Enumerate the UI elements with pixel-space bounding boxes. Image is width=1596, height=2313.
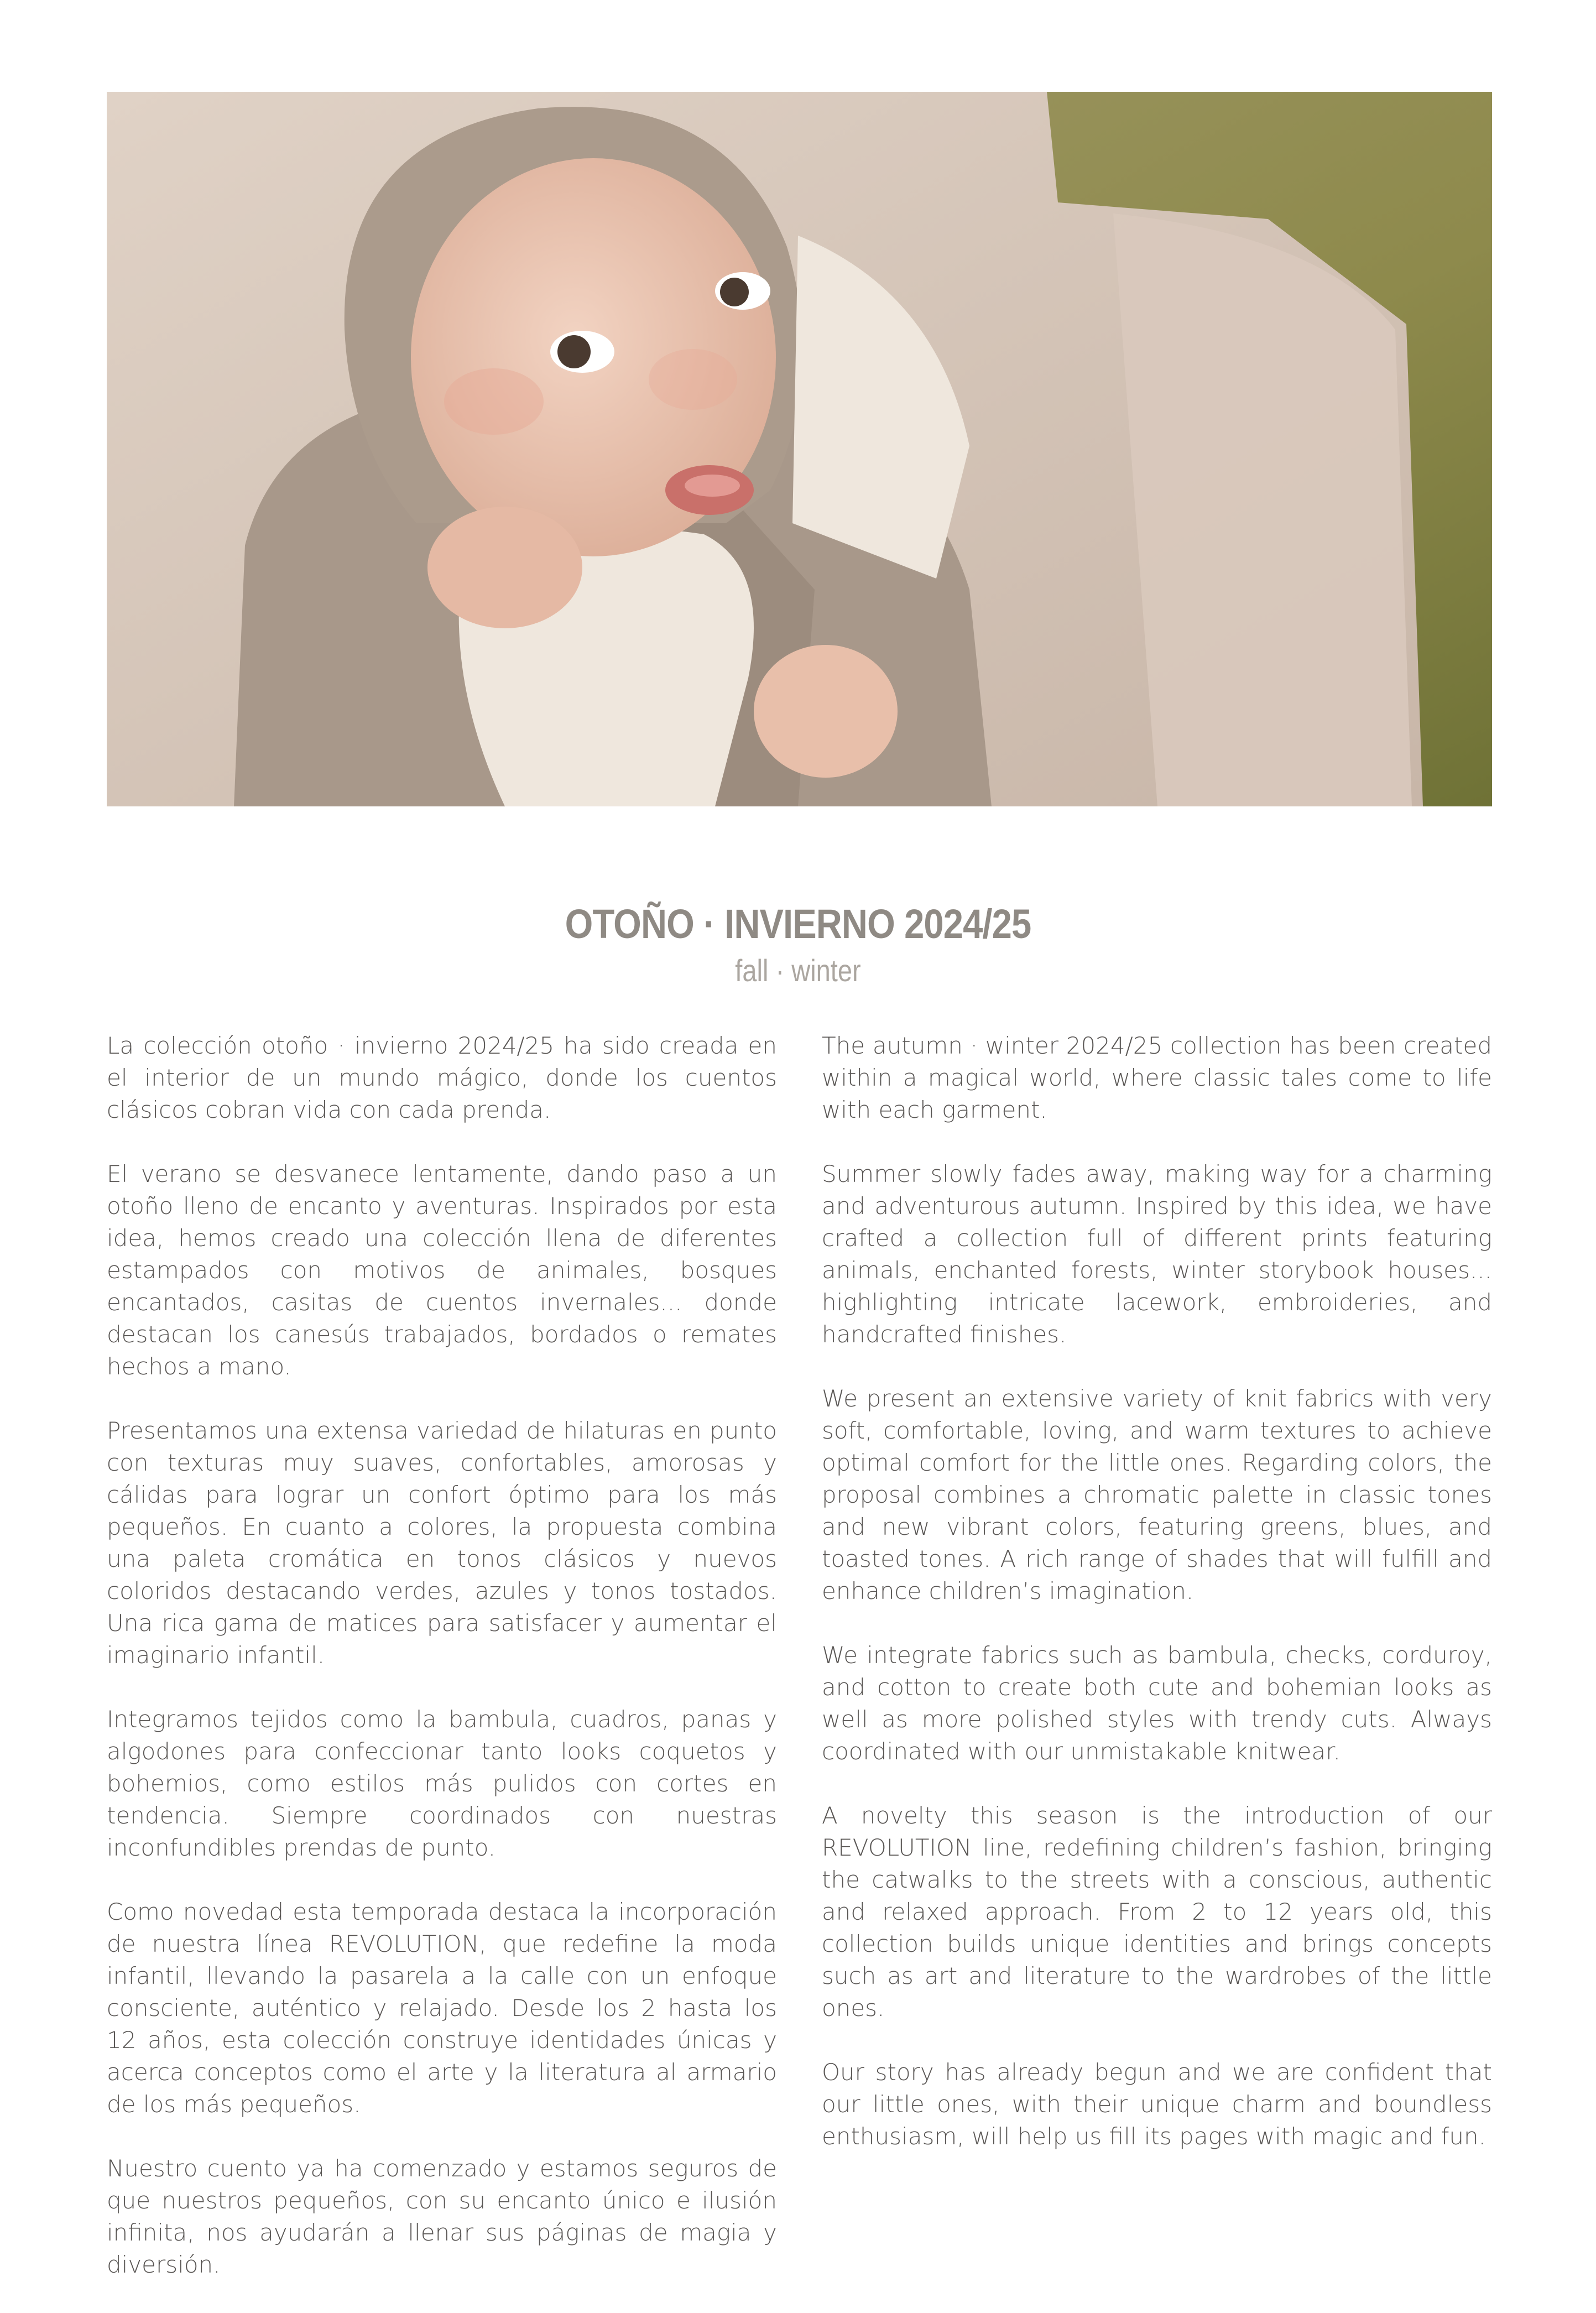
english-paragraph-5: A novelty this season is the introduction of our REVOLUTION line, redefining children’s fashion, bringing the catwalks to the streets with a conscious, authentic and relaxed approach. From 2 to 12 years old, this collection builds unique identities and brings concepts such as art and literature to the wardrobes of the little ones. (822, 1802, 1492, 2022)
spanish-paragraph-1: La colección otoño · invierno 2024/25 ha sido creada en el interior de un mundo mágico, donde los cuentos clásicos cobran vida con cada prenda. (107, 1032, 777, 1123)
english-paragraph-2: Summer slowly fades away, making way for a charming and adventurous autumn. Inspired by this idea, we have crafted a collection full of different prints featuring animals, enchanted forests, winter storybook houses... highlighting intricate lacework, embroideries, and handcrafted finishes. (822, 1160, 1492, 1348)
spanish-paragraph-6: Nuestro cuento ya ha comenzado y estamos seguros de que nuestros pequeños, con su encanto único e ilusión infinita, nos ayudarán a llenar sus páginas de magia y diversión. (107, 2155, 777, 2278)
english-paragraph-6: Our story has already begun and we are confident that our little ones, with their unique charm and boundless enthusiasm, will help us fill its pages with magic and fun. (822, 2059, 1492, 2150)
spanish-paragraph-5: Como novedad esta temporada destaca la incorporación de nuestra línea REVOLUTION, que redefine la moda infantil, llevando la pasarela a la calle con un enfoque consciente, auténtico y relajado. Desde los 2 hasta los 12 años, esta colección construye identidades únicas y acerca conceptos como el arte y la literatura al armario de los más pequeños. (107, 1898, 777, 2118)
page-title: OTOÑO · INVIERNO 2024/25 (565, 901, 1031, 947)
english-paragraph-4: We integrate fabrics such as bambula, checks, corduroy, and cotton to create both cute and bohemian looks as well as more polished styles with trendy cuts. Always coordinated with our unmistakable knitwear. (822, 1642, 1492, 1765)
spanish-paragraph-2: El verano se desvanece lentamente, dando paso a un otoño lleno de encanto y aventuras. Inspirados por esta idea, hemos creado una colección llena de diferentes estampados con motivos de animales, bosques encantados, casitas de cuentos invernales... donde destacan los canesús trabajados, bordados o remates hechos a mano. (107, 1160, 777, 1380)
baby-photo-illustration (107, 92, 1492, 806)
spanish-paragraph-3: Presentamos una extensa variedad de hilaturas en punto con texturas muy suaves, confortables, amorosas y cálidas para lograr un confort óptimo para los más pequeños. En cuanto a colores, la propuesta combina una paleta cromática en tonos clásicos y nuevos coloridos destacando verdes, azules y tonos tostados. Una rica gama de matices para satisfacer y aumentar el imaginario infantil. (107, 1417, 777, 1669)
page-subtitle: fall · winter (735, 953, 861, 988)
english-paragraph-3: We present an extensive variety of knit fabrics with very soft, comfortable, loving, and warm textures to achieve optimal comfort for the little ones. Regarding colors, the proposal combines a chromatic palette in classic tones and new vibrant colors, featuring greens, blues, and toasted tones. A rich range of shades that will fulfill and enhance children’s imagination. (822, 1385, 1492, 1604)
hero-photo (107, 92, 1492, 806)
english-column (822, 1030, 1492, 2185)
spanish-paragraph-4: Integramos tejidos como la bambula, cuadros, panas y algodones para confeccionar tanto looks coquetos y bohemios, como estilos más pulidos con cortes en tendencia. Siempre coordinados con nuestras inconfundibles prendas de punto. (107, 1706, 777, 1861)
english-paragraph-1: The autumn · winter 2024/25 collection has been created within a magical world, where classic tales come to life with each garment. (822, 1032, 1492, 1123)
spanish-column (107, 1030, 777, 2313)
